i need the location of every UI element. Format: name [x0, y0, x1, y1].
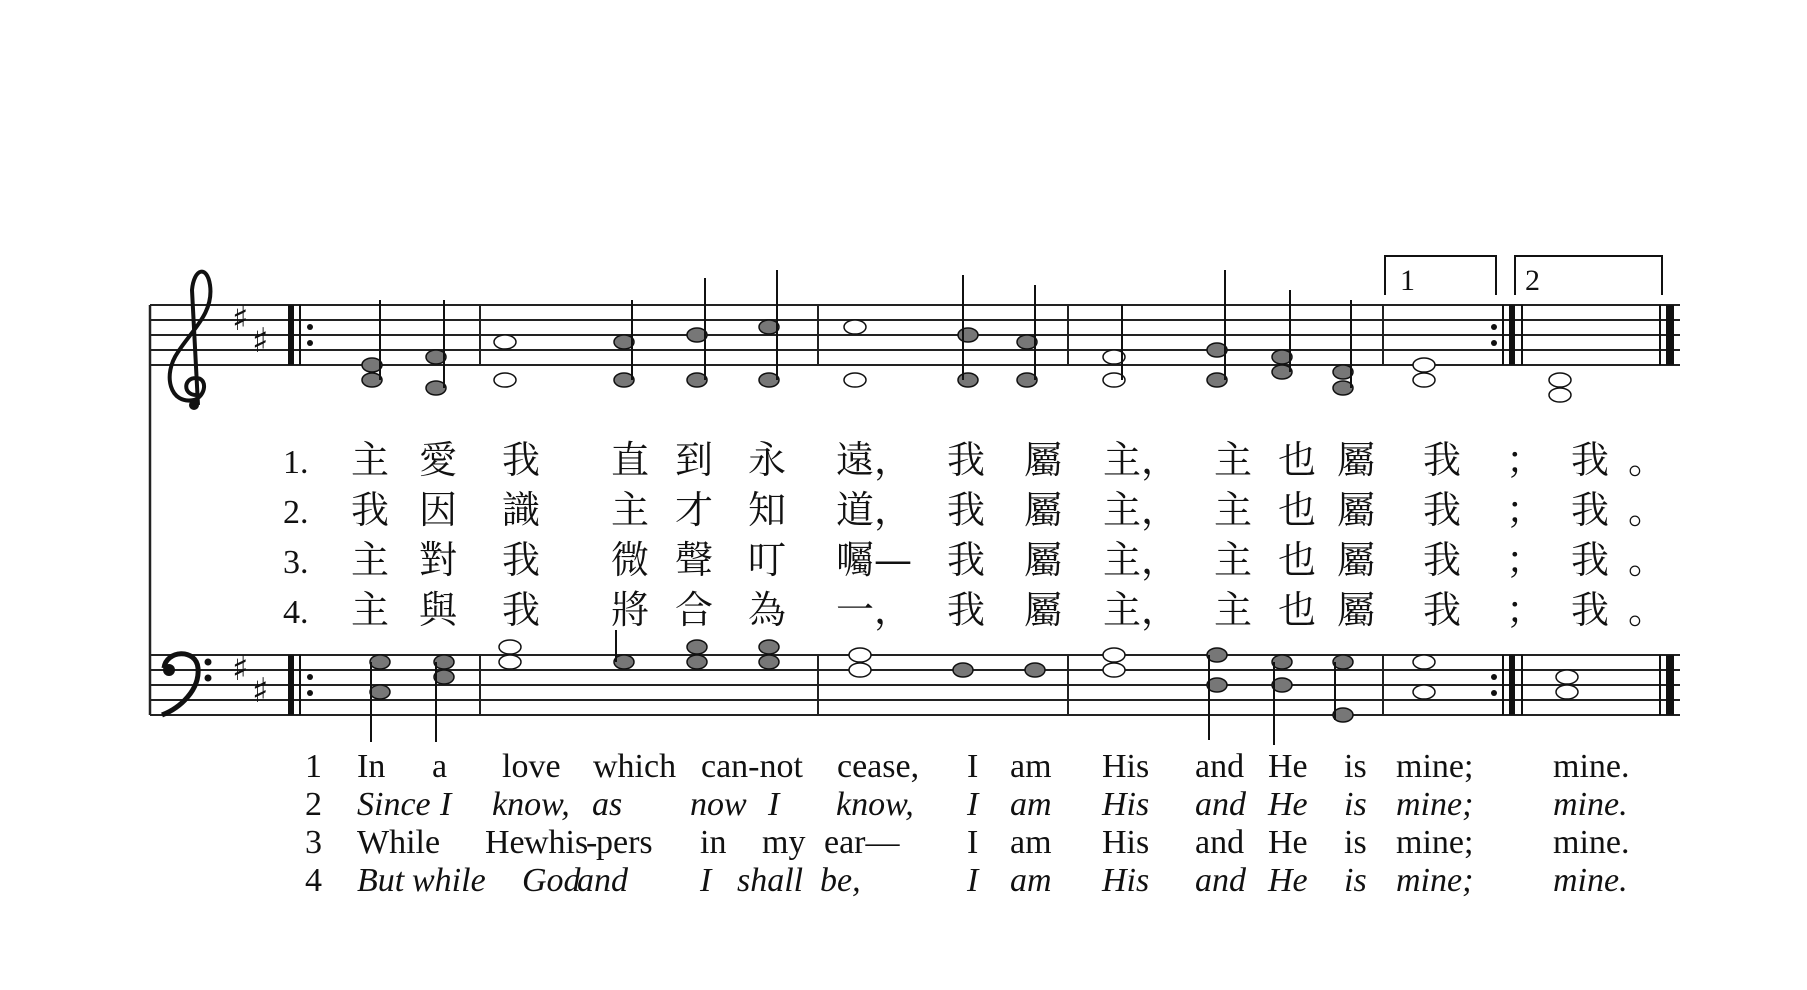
english-lyric-word: mine; [1396, 862, 1474, 899]
chinese-lyric-syllable: 我 [1571, 588, 1610, 632]
english-lyric-word: a [432, 748, 448, 785]
english-lyric-word: am [1010, 862, 1052, 899]
english-lyric-word: and [1195, 786, 1246, 823]
chinese-lyric-syllable: 我 [1423, 538, 1462, 582]
chinese-lyric-syllable: ； [1506, 438, 1545, 482]
english-lyric-word: know, [492, 786, 570, 823]
english-lyric-word: I [440, 786, 452, 823]
chinese-lyric-syllable: 也 [1278, 438, 1317, 482]
english-lyric-word: He [485, 824, 525, 861]
chinese-lyrics [283, 438, 1666, 632]
chinese-lyric-syllable: 。 [1628, 588, 1667, 632]
chinese-lyric-syllable: 屬 [1337, 438, 1376, 482]
svg-text:♯: ♯ [232, 649, 249, 689]
chinese-lyric-syllable: 微 [611, 538, 650, 582]
treble-notes [362, 320, 1571, 402]
chinese-lyric-syllable: 屬 [1337, 538, 1376, 582]
chinese-lyric-syllable: 屬 [1024, 488, 1063, 532]
english-lyric-word: be, [820, 862, 861, 899]
chinese-lyric-syllable: 主 [1214, 438, 1253, 482]
english-lyric-word: He [1268, 786, 1308, 823]
english-lyric-word: I [700, 862, 712, 899]
english-lyric-word: He [1268, 748, 1308, 785]
english-lyric-word: whis [524, 824, 589, 861]
chinese-lyric-syllable: 道， [836, 488, 913, 532]
bass-notes [370, 640, 1578, 722]
chinese-lyric-syllable: 屬 [1024, 538, 1063, 582]
chinese-verse-number: 1. [283, 444, 309, 481]
english-lyric-word: mine. [1553, 824, 1630, 861]
chinese-lyric-syllable: 一， [836, 588, 913, 632]
chinese-lyric-syllable: 叮 [748, 538, 787, 582]
chinese-lyric-syllable: 屬 [1024, 588, 1063, 632]
english-lyric-word: Since [357, 786, 431, 823]
chinese-lyric-syllable: 我 [1571, 438, 1610, 482]
chinese-lyric-syllable: 才 [675, 488, 714, 532]
chinese-lyric-syllable: 我 [502, 588, 541, 632]
chinese-lyric-syllable: 為 [748, 588, 787, 632]
chinese-lyric-syllable: 我 [947, 538, 986, 582]
english-lyric-word: in [700, 824, 727, 861]
chinese-lyric-syllable: 主 [611, 488, 650, 532]
chinese-lyric-syllable: 主 [351, 538, 390, 582]
english-lyric-word: mine. [1553, 786, 1628, 823]
chinese-lyric-syllable: ； [1506, 488, 1545, 532]
english-lyric-word: my [762, 824, 806, 861]
chinese-lyric-syllable: 主 [1214, 538, 1253, 582]
chinese-lyric-syllable: 我 [1423, 488, 1462, 532]
treble-clef-icon [170, 272, 211, 410]
chinese-lyric-syllable: 主， [1103, 438, 1180, 482]
chinese-lyric-syllable: 我 [947, 488, 986, 532]
chinese-lyric-syllable: 屬 [1024, 438, 1063, 482]
chinese-lyric-syllable: 遠， [836, 438, 913, 482]
chinese-verse-number: 3. [283, 544, 309, 581]
english-lyric-word: is [1344, 786, 1367, 823]
english-lyric-word: is [1344, 862, 1367, 899]
english-lyric-word: His [1102, 786, 1150, 823]
english-lyric-word: and [1195, 824, 1245, 861]
english-lyric-word: pers [596, 824, 653, 861]
chinese-lyric-syllable: 屬 [1337, 588, 1376, 632]
chinese-lyric-syllable: 識 [502, 488, 541, 532]
chinese-lyric-syllable: 。 [1628, 488, 1667, 532]
english-lyric-word: cease, [837, 748, 920, 785]
sharp-icon [232, 299, 268, 711]
chinese-lyric-syllable: 我 [947, 438, 986, 482]
english-lyric-word: know, [836, 786, 914, 823]
chinese-lyric-syllable: 我 [1571, 538, 1610, 582]
english-lyric-word: now [690, 786, 747, 823]
english-lyric-word: mine; [1396, 748, 1474, 785]
english-lyrics [305, 748, 1629, 899]
chinese-lyric-syllable: 愛 [419, 438, 458, 482]
svg-text:♯: ♯ [252, 671, 269, 711]
english-lyric-word: is [1344, 824, 1367, 861]
english-lyric-word: mine. [1553, 748, 1630, 785]
chinese-lyric-syllable: 永 [748, 438, 787, 482]
chinese-lyric-syllable: 我 [502, 438, 541, 482]
english-lyric-word: shall [737, 862, 804, 899]
chinese-lyric-syllable: 到 [675, 438, 714, 482]
chinese-lyric-syllable: 主 [351, 438, 390, 482]
volta-second-label: 2 [1525, 264, 1540, 297]
english-lyric-word: is [1344, 748, 1367, 785]
english-verse-number: 4 [305, 862, 322, 899]
chinese-lyric-syllable: 將 [611, 588, 650, 632]
english-lyric-word: His [1102, 862, 1150, 899]
chinese-lyric-syllable: 因 [419, 488, 458, 532]
english-lyric-word: mine; [1396, 824, 1474, 861]
chinese-verse-number: 2. [283, 494, 309, 531]
english-lyric-word: love [502, 748, 561, 785]
english-lyric-word: I [768, 786, 780, 823]
volta-first-label: 1 [1400, 264, 1415, 297]
chinese-lyric-syllable: ； [1506, 538, 1545, 582]
chinese-lyric-syllable: 囑— [836, 538, 913, 582]
english-lyric-word: I [967, 862, 979, 899]
english-verse-number: 1 [305, 748, 322, 785]
chinese-lyric-syllable: 。 [1628, 438, 1667, 482]
english-lyric-word: His [1102, 824, 1150, 861]
english-lyric-word: He [1268, 862, 1308, 899]
chinese-lyric-syllable: 屬 [1337, 488, 1376, 532]
english-lyric-word: and [577, 862, 628, 899]
chinese-verse-number: 4. [283, 594, 309, 631]
english-lyric-word: I [967, 786, 979, 823]
chinese-lyric-syllable: 我 [1571, 488, 1610, 532]
chinese-lyric-syllable: 主， [1103, 588, 1180, 632]
chinese-lyric-syllable: 我 [351, 488, 390, 532]
english-lyric-word: and [1195, 748, 1245, 785]
chinese-lyric-syllable: 主， [1103, 538, 1180, 582]
chinese-lyric-syllable: 也 [1278, 488, 1317, 532]
english-lyric-word: I [967, 824, 979, 861]
english-lyric-word: am [1010, 748, 1052, 785]
english-lyric-word: God [522, 862, 581, 899]
chinese-lyric-syllable: 直 [611, 438, 650, 482]
volta-brackets [1385, 256, 1662, 295]
chinese-lyric-syllable: 聲 [675, 538, 714, 582]
svg-text:♯: ♯ [252, 321, 269, 361]
chinese-lyric-syllable: 主 [1214, 588, 1253, 632]
english-lyric-word: His [1102, 748, 1150, 785]
english-lyric-word: while [412, 862, 486, 899]
chinese-lyric-syllable: 主 [351, 588, 390, 632]
chinese-lyric-syllable: 合 [675, 588, 714, 632]
english-lyric-word: He [1268, 824, 1308, 861]
english-lyric-word: - [586, 824, 598, 861]
svg-text:♯: ♯ [232, 299, 249, 339]
english-lyric-word: mine; [1396, 786, 1474, 823]
english-lyric-word: can-not [701, 748, 803, 785]
chinese-lyric-syllable: 與 [419, 588, 458, 632]
chinese-lyric-syllable: 也 [1278, 588, 1317, 632]
english-verse-number: 2 [305, 786, 322, 823]
chinese-lyric-syllable: 我 [1423, 588, 1462, 632]
chinese-lyric-syllable: 。 [1628, 538, 1667, 582]
english-lyric-word: While [357, 824, 441, 861]
english-lyric-word: which [593, 748, 677, 785]
chinese-lyric-syllable: 我 [502, 538, 541, 582]
english-lyric-word: But [357, 862, 405, 899]
chinese-lyric-syllable: ； [1506, 588, 1545, 632]
chinese-lyric-syllable: 主， [1103, 488, 1180, 532]
english-lyric-word: ear— [824, 824, 900, 861]
english-lyric-word: am [1010, 786, 1052, 823]
english-verse-number: 3 [305, 824, 322, 861]
chinese-lyric-syllable: 也 [1278, 538, 1317, 582]
english-lyric-word: In [357, 748, 386, 785]
english-lyric-word: as [592, 786, 623, 823]
english-lyric-word: am [1010, 824, 1052, 861]
chinese-lyric-syllable: 我 [947, 588, 986, 632]
chinese-lyric-syllable: 知 [748, 488, 787, 532]
chinese-lyric-syllable: 我 [1423, 438, 1462, 482]
english-lyric-word: I [967, 748, 979, 785]
english-lyric-word: and [1195, 862, 1246, 899]
english-lyric-word: mine. [1553, 862, 1628, 899]
chinese-lyric-syllable: 對 [419, 538, 458, 582]
chinese-lyric-syllable: 主 [1214, 488, 1253, 532]
